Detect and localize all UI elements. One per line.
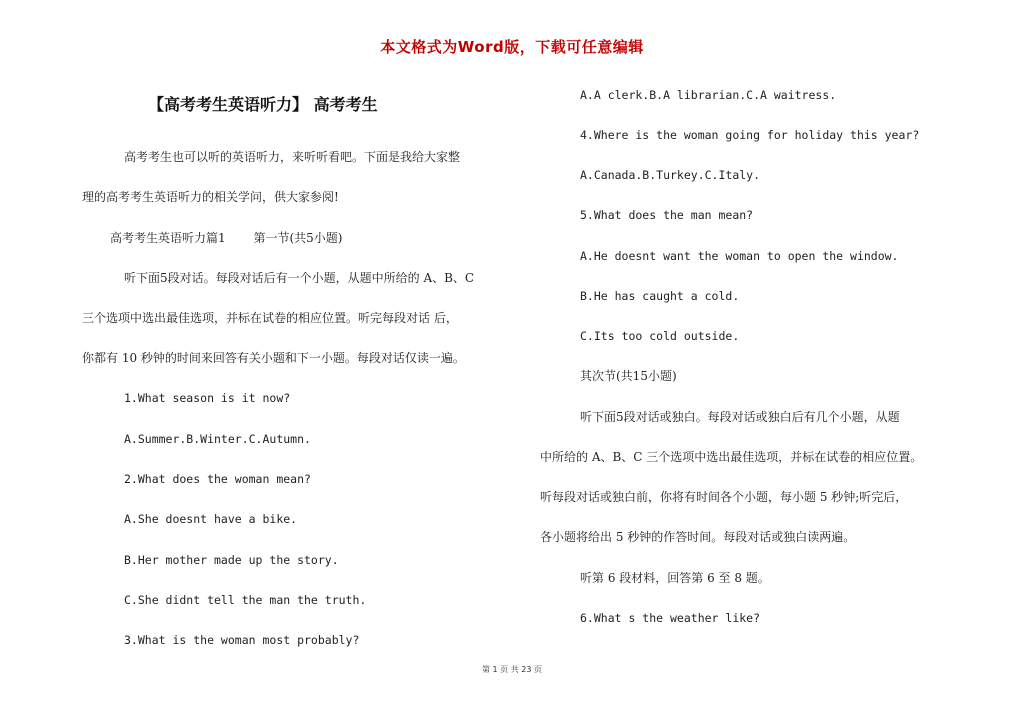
answer-line: A.Summer.B.Winter.C.Autumn. <box>124 432 311 446</box>
paragraph-line: 中所给的 A、B、C 三个选项中选出最佳选项，并标在试卷的相应位置。 <box>540 450 923 464</box>
answer-line: A.A clerk.B.A librarian.C.A waitress. <box>580 88 837 102</box>
paragraph-line: 你都有 10 秒钟的时间来回答有关小题和下一小题。每段对话仅读一遍。 <box>82 351 465 365</box>
answer-line: A.He doesnt want the woman to open the window. <box>580 249 899 263</box>
question-line: 4.Where is the woman going for holiday this year? <box>580 128 920 142</box>
document-title: 【高考考生英语听力】 高考考生 <box>148 95 378 114</box>
section-heading: 其次节(共15小题) <box>580 369 677 383</box>
paragraph-line: 高考考生也可以听的英语听力，来听听看吧。下面是我给大家整 <box>124 150 461 164</box>
question-line: 3.What is the woman most probably? <box>124 633 360 647</box>
answer-line: A.She doesnt have a bike. <box>124 512 298 526</box>
answer-line: B.Her mother made up the story. <box>124 553 339 567</box>
answer-line: B.He has caught a cold. <box>580 289 740 303</box>
question-line: 6.What s the weather like? <box>580 611 761 625</box>
answer-line: C.Its too cold outside. <box>580 329 740 343</box>
answer-line: A.Canada.B.Turkey.C.Italy. <box>580 168 761 182</box>
section-heading: 高考考生英语听力篇1 第一节(共5小题) <box>110 231 343 245</box>
question-line: 5.What does the man mean? <box>580 208 754 222</box>
paragraph-line: 听第 6 段材料，回答第 6 至 8 题。 <box>580 571 770 585</box>
paragraph-line: 三个选项中选出最佳选项，并标在试卷的相应位置。听完每段对话 后， <box>82 311 458 325</box>
paragraph-line: 听每段对话或独白前，你将有时间各个小题，每小题 5 秒钟;听完后， <box>540 490 908 504</box>
question-line: 2.What does the woman mean? <box>124 472 311 486</box>
page-number-footer: 第 1 页 共 23 页 <box>482 665 542 674</box>
paragraph-line: 理的高考考生英语听力的相关学问，供大家参阅! <box>82 190 339 204</box>
paragraph-line: 听下面5段对话或独白。每段对话或独白后有几个小题，从题 <box>580 410 900 424</box>
question-line: 1.What season is it now? <box>124 391 291 405</box>
paragraph-line: 各小题将给出 5 秒钟的作答时间。每段对话或独白读两遍。 <box>540 530 856 544</box>
paragraph-line: 听下面5段对话。每段对话后有一个小题，从题中所给的 A、B、C <box>124 271 475 285</box>
answer-line: C.She didnt tell the man the truth. <box>124 593 367 607</box>
document-banner: 本文格式为Word版，下载可任意编辑 <box>380 38 644 56</box>
